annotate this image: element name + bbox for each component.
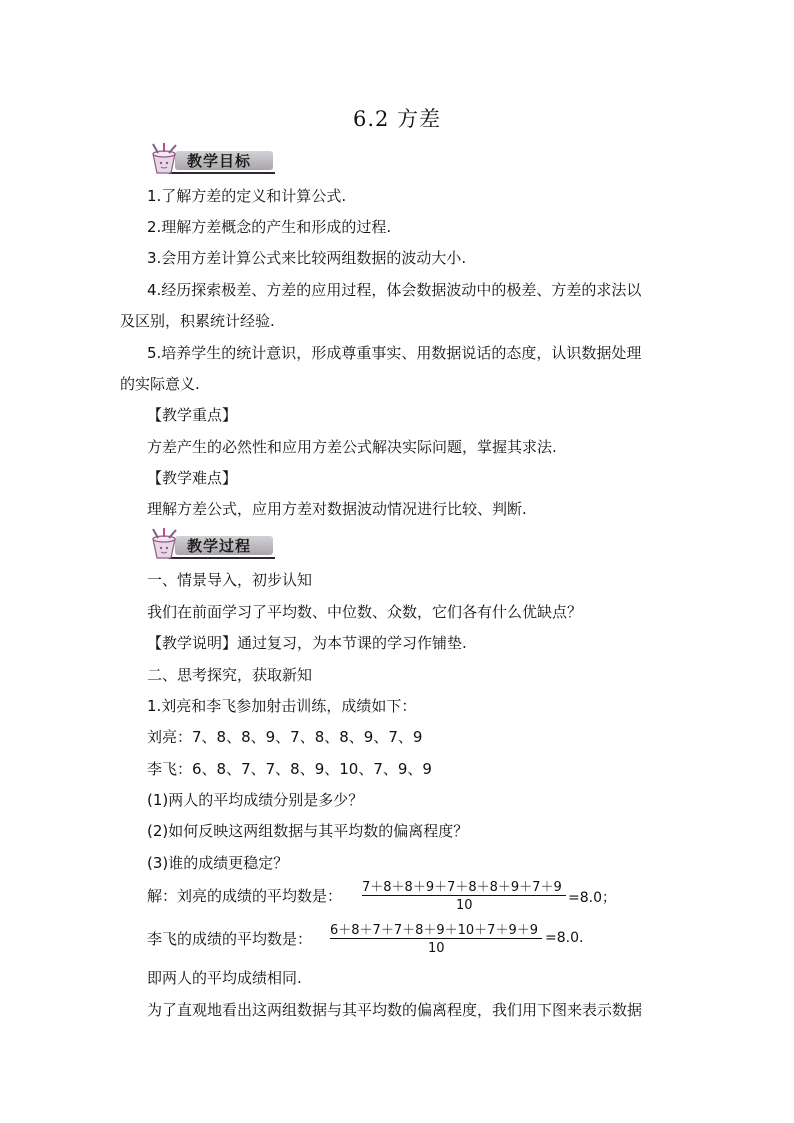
- fraction-bar: [362, 895, 566, 896]
- solution-prefix: 李飞的成绩的平均数是：: [147, 930, 313, 948]
- paragraph: 我们在前面学习了平均数、中位数、众数，它们各有什么优缺点？: [147, 603, 583, 621]
- problem-intro: 1.刘亮和李飞参加射击训练，成绩如下：: [147, 697, 417, 715]
- goal-item: 1.了解方差的定义和计算公式.: [147, 187, 347, 205]
- paragraph: 为了直观地看出这两组数据与其平均数的偏离程度，我们用下图来表示数据: [147, 1001, 643, 1019]
- solution-result: =8.0.: [545, 930, 584, 946]
- section-label: 教学目标: [187, 152, 252, 170]
- page-title: 6.2 方差: [352, 107, 442, 131]
- goal-item: 及区别，积累统计经验.: [120, 312, 275, 330]
- difficulty-text: 理解方差公式，应用方差对数据波动情况进行比较、判断.: [147, 500, 527, 518]
- fraction-bar: [330, 938, 542, 939]
- goal-item: 4.经历探索极差、方差的应用过程，体会数据波动中的极差、方差的求法以: [147, 281, 642, 299]
- teaching-note: 【教学说明】通过复习，为本节课的学习作铺垫.: [147, 634, 467, 652]
- goal-item: 5.培养学生的统计意识，形成尊重事实、用数据说话的态度，认识数据处理: [147, 344, 642, 362]
- section-header-process: [147, 527, 277, 563]
- step-title: 二、思考探究，获取新知: [147, 666, 313, 684]
- section-header-goals: [147, 142, 277, 178]
- fraction-denominator: 10: [456, 898, 473, 913]
- score-list: 李飞：6、8、7、7、8、9、10、7、9、9: [147, 760, 432, 778]
- question: (1)两人的平均成绩分别是多少？: [147, 791, 364, 809]
- solution-prefix: 解：刘亮的成绩的平均数是：: [147, 887, 343, 905]
- fraction-denominator: 10: [428, 941, 445, 956]
- section-label: 教学过程: [187, 537, 252, 555]
- question: (3)谁的成绩更稳定？: [147, 854, 289, 872]
- step-title: 一、情景导入，初步认知: [147, 571, 313, 589]
- pencil-cup-icon: [147, 527, 183, 561]
- paragraph: 即两人的平均成绩相同.: [147, 969, 302, 987]
- goal-item: 的实际意义.: [120, 375, 200, 393]
- question: (2)如何反映这两组数据与其平均数的偏离程度？: [147, 822, 469, 840]
- difficulty-label: 【教学难点】: [147, 469, 238, 487]
- key-point-text: 方差产生的必然性和应用方差公式解决实际问题，掌握其求法.: [147, 438, 557, 456]
- fraction-numerator: 6＋8＋7＋7＋8＋9＋10＋7＋9＋9: [330, 923, 538, 938]
- section-underline: [169, 172, 275, 174]
- solution-result: =8.0；: [568, 890, 616, 906]
- fraction-numerator: 7＋8＋8＋9＋7＋8＋8＋9＋7＋9: [362, 880, 562, 895]
- goal-item: 2.理解方差概念的产生和形成的过程.: [147, 218, 392, 236]
- pencil-cup-icon: [147, 142, 183, 176]
- key-point-label: 【教学重点】: [147, 406, 238, 424]
- goal-item: 3.会用方差计算公式来比较两组数据的波动大小.: [147, 249, 467, 267]
- score-list: 刘亮：7、8、8、9、7、8、8、9、7、9: [147, 728, 423, 746]
- section-underline: [169, 557, 275, 559]
